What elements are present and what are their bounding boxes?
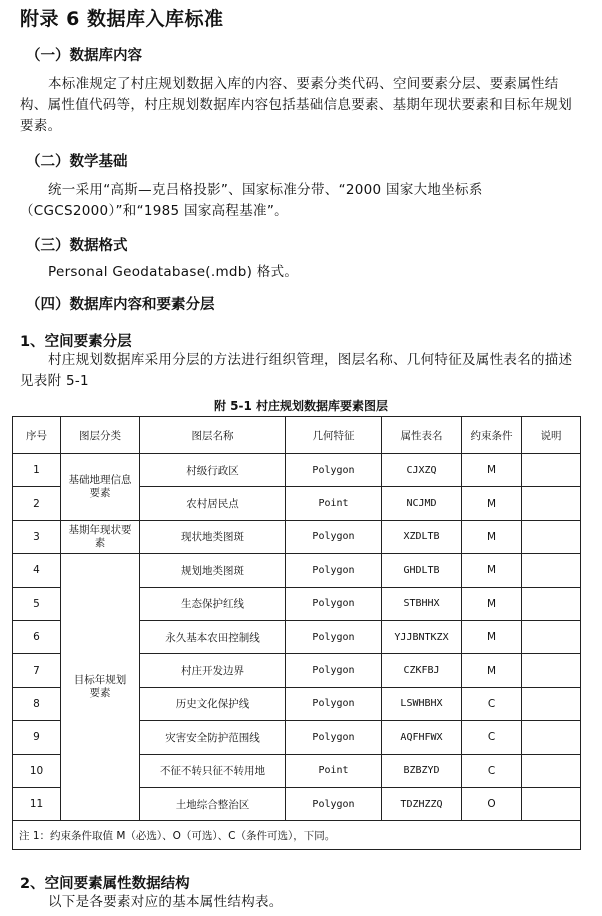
cell-no: 1 <box>13 454 61 487</box>
cell-attr-table: STBHHX <box>382 587 462 620</box>
table-note-row <box>13 821 581 850</box>
cell-attr-table: GHDLTB <box>382 554 462 587</box>
cell-remark <box>522 454 581 487</box>
table-caption: 附 5-1 村庄规划数据库要素图层 <box>213 399 389 413</box>
table-row <box>13 554 581 587</box>
cell-constraint: M <box>462 620 522 653</box>
cell-layer-name: 不征不转只征不转用地 <box>140 754 286 787</box>
cell-constraint: M <box>462 487 522 520</box>
cell-remark <box>522 721 581 754</box>
cell-remark <box>522 587 581 620</box>
cell-geometry: Point <box>286 487 382 520</box>
cell-no: 8 <box>13 687 61 720</box>
cell-remark <box>522 620 581 653</box>
cell-layer-name: 土地综合整治区 <box>140 787 286 820</box>
cell-no: 9 <box>13 721 61 754</box>
page-title: 附录 6 数据库入库标准 <box>20 8 224 30</box>
section-heading-database-content: （一）数据库内容 <box>26 48 142 64</box>
cell-remark <box>522 487 581 520</box>
cell-remark <box>522 554 581 587</box>
header-geometry: 几何特征 <box>286 417 382 454</box>
cell-layer-name: 规划地类图斑 <box>140 554 286 587</box>
cell-remark <box>522 787 581 820</box>
cell-attr-table: XZDLTB <box>382 520 462 553</box>
cell-geometry: Polygon <box>286 721 382 754</box>
cell-geometry: Polygon <box>286 554 382 587</box>
cell-no: 6 <box>13 620 61 653</box>
cell-geometry: Polygon <box>286 587 382 620</box>
cell-layer-name: 生态保护红线 <box>140 587 286 620</box>
cell-geometry: Polygon <box>286 687 382 720</box>
cell-remark <box>522 520 581 553</box>
cell-geometry: Polygon <box>286 787 382 820</box>
cell-attr-table: CZKFBJ <box>382 654 462 687</box>
cell-constraint: M <box>462 587 522 620</box>
cell-no: 2 <box>13 487 61 520</box>
cell-geometry: Polygon <box>286 620 382 653</box>
table-header-row <box>13 417 581 454</box>
table-note: 注 1：约束条件取值 M（必选）、O（可选）、C（条件可选），下同。 <box>13 821 581 850</box>
cell-attr-table: CJXZQ <box>382 454 462 487</box>
header-remark: 说明 <box>522 417 581 454</box>
section-heading-layers: （四）数据库内容和要素分层 <box>26 297 215 313</box>
cell-constraint: C <box>462 687 522 720</box>
cell-constraint: C <box>462 754 522 787</box>
paragraph-math-basis: 统一采用“高斯—克吕格投影”、国家标准分带、“2000 国家大地坐标系（CGCS2000）”和“1985 国家高程基准”。 <box>20 182 483 219</box>
cell-constraint: M <box>462 454 522 487</box>
header-category: 图层分类 <box>61 417 140 454</box>
cell-layer-name: 永久基本农田控制线 <box>140 620 286 653</box>
layer-table <box>12 416 581 850</box>
cell-remark <box>522 654 581 687</box>
cell-constraint: M <box>462 654 522 687</box>
cell-no: 4 <box>13 554 61 587</box>
cell-geometry: Polygon <box>286 654 382 687</box>
cell-attr-table: AQFHFWX <box>382 721 462 754</box>
cell-constraint: O <box>462 787 522 820</box>
cell-remark <box>522 687 581 720</box>
subsection-heading-spatial-layers: 1、空间要素分层 <box>20 334 132 350</box>
cell-no: 7 <box>13 654 61 687</box>
cell-remark <box>522 754 581 787</box>
cell-layer-name: 农村居民点 <box>140 487 286 520</box>
cell-no: 10 <box>13 754 61 787</box>
cell-no: 11 <box>13 787 61 820</box>
cell-layer-name: 历史文化保护线 <box>140 687 286 720</box>
cell-geometry: Polygon <box>286 454 382 487</box>
header-constraint: 约束条件 <box>462 417 522 454</box>
cell-layer-name: 现状地类图斑 <box>140 520 286 553</box>
cell-layer-name: 村庄开发边界 <box>140 654 286 687</box>
paragraph-data-format: Personal Geodatabase(.mdb) 格式。 <box>48 264 299 280</box>
section-heading-data-format: （三）数据格式 <box>26 238 128 254</box>
cell-attr-table: TDZHZZQ <box>382 787 462 820</box>
paragraph-database-content: 本标准规定了村庄规划数据入库的内容、要素分类代码、空间要素分层、要素属性结构、属性值代码等，村庄规划数据库内容包括基础信息要素、基期年现状要素和目标年规划要素。 <box>20 76 572 134</box>
cell-group: 基期年现状要素 <box>61 520 140 553</box>
cell-constraint: M <box>462 554 522 587</box>
cell-layer-name: 村级行政区 <box>140 454 286 487</box>
cell-attr-table: BZBZYD <box>382 754 462 787</box>
cell-group: 基础地理信息要素 <box>61 454 140 521</box>
cell-attr-table: LSWHBHX <box>382 687 462 720</box>
subsection-heading-attribute-structure: 2、空间要素属性数据结构 <box>20 876 190 892</box>
cell-attr-table: YJJBNTKZX <box>382 620 462 653</box>
paragraph-spatial-layers: 村庄规划数据库采用分层的方法进行组织管理，图层名称、几何特征及属性表名的描述见表附 5-1 <box>20 352 573 389</box>
paragraph-attribute-structure: 以下是各要素对应的基本属性结构表。 <box>48 894 283 910</box>
header-no: 序号 <box>13 417 61 454</box>
cell-constraint: C <box>462 721 522 754</box>
header-layer-name: 图层名称 <box>140 417 286 454</box>
cell-geometry: Point <box>286 754 382 787</box>
cell-group: 目标年规划要素 <box>61 554 140 821</box>
table-row <box>13 520 581 553</box>
cell-no: 3 <box>13 520 61 553</box>
cell-attr-table: NCJMD <box>382 487 462 520</box>
cell-geometry: Polygon <box>286 520 382 553</box>
cell-layer-name: 灾害安全防护范围线 <box>140 721 286 754</box>
cell-no: 5 <box>13 587 61 620</box>
section-heading-math-basis: （二）数学基础 <box>26 154 128 170</box>
header-attr-table: 属性表名 <box>382 417 462 454</box>
table-row <box>13 454 581 487</box>
cell-constraint: M <box>462 520 522 553</box>
